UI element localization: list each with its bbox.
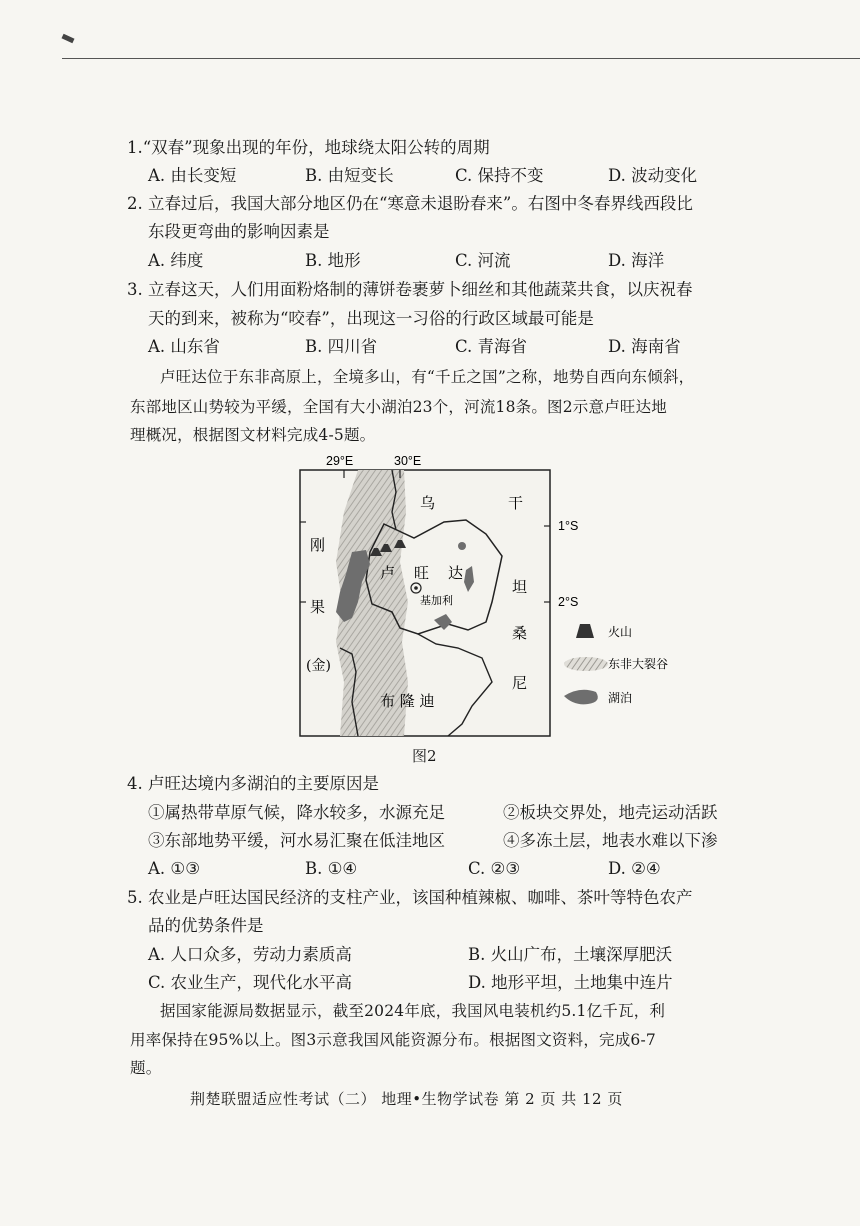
uganda-label-1: 乌 — [420, 494, 436, 512]
congo-label-3: (金) — [306, 658, 331, 674]
q4-statement-1: ①属热带草原气候，降水较多，水源充足 — [148, 803, 445, 822]
q4-statement-3: ③东部地势平缓，河水易汇聚在低洼地区 — [148, 831, 445, 850]
scan-mark — [62, 34, 75, 44]
q1-option-d: D. 波动变化 — [608, 166, 698, 185]
legend-volcano-label: 火山 — [608, 625, 633, 639]
figure-caption: 图2 — [412, 747, 437, 765]
congo-label-2: 果 — [310, 598, 326, 616]
q5-stem-line1: 5. 农业是卢旺达国民经济的支柱产业，该国种植辣椒、咖啡、茶叶等特色农产 — [127, 888, 693, 907]
q3-stem-line2: 天的到来，被称为“咬春”，出现这一习俗的行政区域最可能是 — [148, 309, 594, 328]
legend-volcano-icon — [576, 624, 594, 638]
q5-option-a: A. 人口众多，劳动力素质高 — [148, 945, 352, 964]
legend-rift-label: 东非大裂谷 — [608, 657, 669, 671]
q5-option-d: D. 地形平坦，土地集中连片 — [468, 973, 673, 992]
q5-option-c: C. 农业生产，现代化水平高 — [148, 973, 353, 992]
q4-statement-4: ④多冻土层，地表水难以下渗 — [503, 831, 718, 850]
lon-label-30: 30°E — [394, 454, 422, 468]
q3-option-c: C. 青海省 — [455, 337, 528, 356]
intro1-line1: 卢旺达位于东非高原上，全境多山，有“千丘之国”之称，地势自西向东倾斜， — [160, 368, 695, 386]
q1-option-c: C. 保持不变 — [455, 166, 544, 185]
legend-rift-icon — [564, 657, 608, 671]
q1-option-b: B. 由短变长 — [305, 166, 394, 185]
burundi-label: 布 隆 迪 — [380, 692, 435, 710]
capital-label: 基加利 — [420, 594, 453, 607]
tanzania-label-3: 尼 — [512, 674, 528, 692]
intro1-line3: 理概况，根据图文材料完成4-5题。 — [130, 426, 376, 444]
legend-lake-icon — [564, 690, 598, 705]
q4-stem: 4. 卢旺达境内多湖泊的主要原因是 — [127, 774, 379, 793]
lake-northeast — [458, 542, 466, 550]
q2-option-d: D. 海洋 — [608, 251, 665, 270]
header-rule — [62, 58, 860, 59]
q3-option-b: B. 四川省 — [305, 337, 378, 356]
q4-statement-2: ②板块交界处，地壳运动活跃 — [503, 803, 718, 822]
q2-option-c: C. 河流 — [455, 251, 511, 270]
rwanda-label-2: 旺 — [414, 564, 430, 582]
lat-label-1s: 1°S — [558, 519, 579, 533]
intro2-line2: 用率保持在95%以上。图3示意我国风能资源分布。根据图文资料，完成6-7 — [130, 1031, 656, 1049]
q3-option-d: D. 海南省 — [608, 337, 681, 356]
q4-option-c: C. ②③ — [468, 859, 521, 878]
tanzania-label-2: 桑 — [512, 624, 528, 642]
intro2-line1: 据国家能源局数据显示，截至2024年底，我国风电装机约5.1亿千瓦，利 — [160, 1002, 666, 1020]
q5-stem-line2: 品的优势条件是 — [148, 916, 264, 935]
intro1-line2: 东部地区山势较为平缓，全国有大小湖泊23个，河流18条。图2示意卢旺达地 — [130, 398, 668, 416]
rwanda-map — [296, 452, 720, 740]
intro2-line3: 题。 — [130, 1059, 162, 1077]
q3-option-a: A. 山东省 — [148, 337, 220, 356]
q1-stem: 1.“双春”现象出现的年份，地球绕太阳公转的周期 — [127, 138, 490, 157]
q2-option-a: A. 纬度 — [148, 251, 204, 270]
q3-stem-line1: 3. 立春这天，人们用面粉烙制的薄饼卷裹萝卜细丝和其他蔬菜共食，以庆祝春 — [127, 280, 693, 299]
q2-stem-line2: 东段更弯曲的影响因素是 — [148, 222, 330, 241]
rwanda-label-1: 卢 — [380, 564, 396, 582]
legend-lake-label: 湖泊 — [608, 691, 633, 705]
q1-option-a: A. 由长变短 — [148, 166, 237, 185]
tanzania-label-1: 坦 — [512, 578, 528, 596]
q4-option-b: B. ①④ — [305, 859, 358, 878]
q5-option-b: B. 火山广布，土壤深厚肥沃 — [468, 945, 673, 964]
q2-stem-line1: 2. 立春过后，我国大部分地区仍在“寒意未退盼春来”。右图中冬春界线西段比 — [127, 194, 693, 213]
congo-label-1: 刚 — [310, 536, 326, 554]
capital-dot — [414, 586, 418, 590]
lat-label-2s: 2°S — [558, 595, 579, 609]
lon-label-29: 29°E — [326, 454, 354, 468]
q4-option-d: D. ②④ — [608, 859, 661, 878]
rwanda-label-3: 达 — [448, 564, 464, 582]
q4-option-a: A. ①③ — [148, 859, 200, 878]
q2-option-b: B. 地形 — [305, 251, 361, 270]
page-footer: 荆楚联盟适应性考试（二） 地理•生物学试卷 第 2 页 共 12 页 — [190, 1090, 623, 1108]
uganda-label-2: 干 — [508, 494, 524, 512]
